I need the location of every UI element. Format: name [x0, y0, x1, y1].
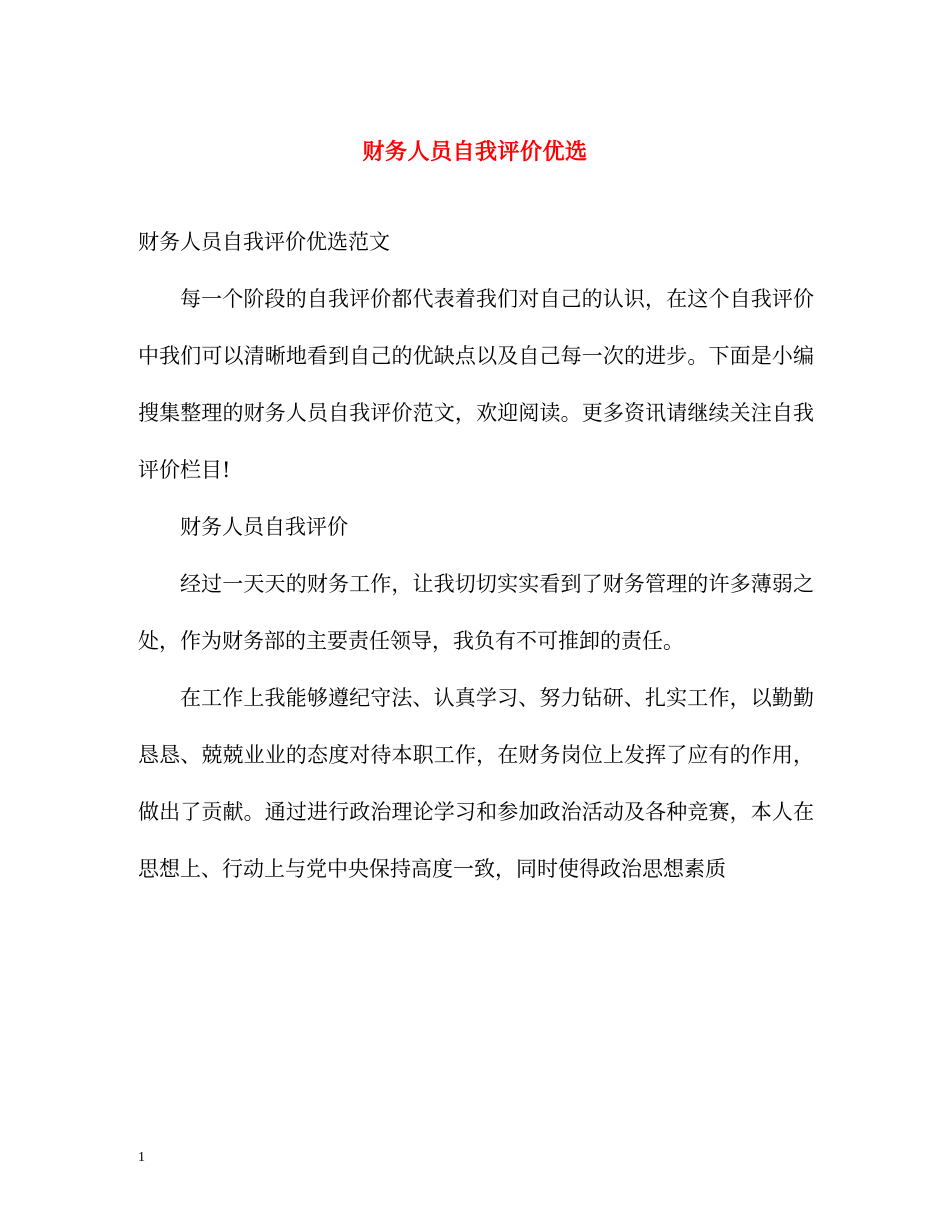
document-title: 财务人员自我评价优选 [362, 139, 588, 165]
paragraph-intro: 每一个阶段的自我评价都代表着我们对自己的认识，在这个自我评价中我们可以清晰地看到自己的优缺点以及自己每一次的进步。下面是小编搜集整理的财务人员自我评价范文，欢迎阅读。更多资讯请继续关注自我评价栏目! [138, 287, 814, 482]
paragraph-work-reflection: 经过一天天的财务工作，让我切切实实看到了财务管理的许多薄弱之处，作为财务部的主要责任领导，我负有不可推卸的责任。 [138, 572, 814, 653]
document-body [138, 214, 814, 898]
document-subtitle: 财务人员自我评价优选范文 [138, 230, 390, 254]
paragraph-work-performance: 在工作上我能够遵纪守法、认真学习、努力钻研、扎实工作，以勤勤恳恳、兢兢业业的态度对待本职工作，在财务岗位上发挥了应有的作用，做出了贡献。通过进行政治理论学习和参加政治活动及各种竞赛，本人在思想上、行动上与党中央保持高度一致，同时使得政治思想素质 [138, 686, 814, 881]
page-number: 1 [138, 1150, 145, 1165]
section-heading: 财务人员自我评价 [180, 515, 348, 539]
